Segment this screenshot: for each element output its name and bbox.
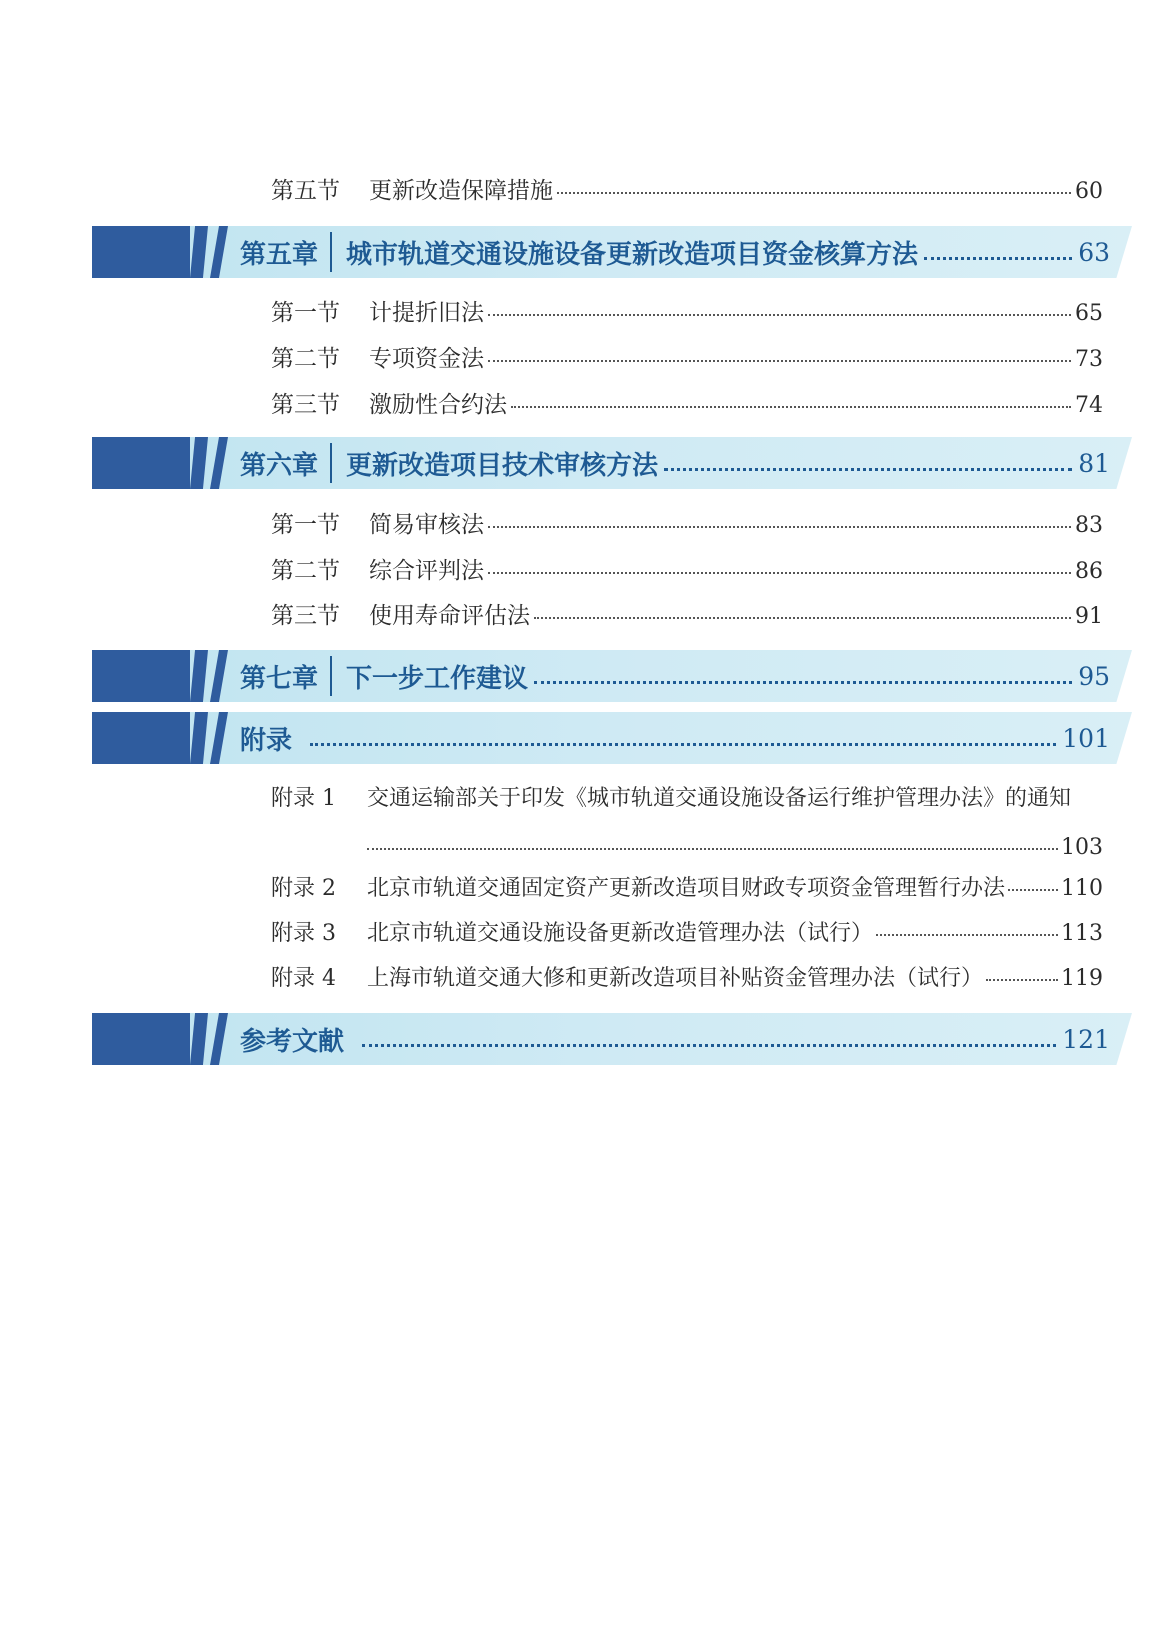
toc-entry-section[interactable] [271, 180, 1103, 203]
chapter-divider [330, 443, 332, 483]
entry-label: 第二节 [271, 558, 340, 584]
toc-chapter-5[interactable] [92, 226, 1132, 278]
dot-leader [664, 468, 1072, 471]
entry-page: 119 [1061, 966, 1103, 991]
entry-title: 简易审核法 [369, 512, 484, 538]
toc-references[interactable] [92, 1013, 1132, 1065]
entry-title: 更新改造保障措施 [369, 178, 553, 204]
chapter-label: 第七章 [240, 663, 319, 694]
chapter-band-block [92, 650, 190, 702]
entry-page: 91 [1075, 604, 1103, 629]
entry-label: 第三节 [271, 603, 340, 629]
dot-leader [488, 526, 1071, 528]
entry-title: 综合评判法 [369, 558, 484, 584]
chapter-title: 更新改造项目技术审核方法 [346, 450, 659, 481]
toc-chapter-6[interactable] [92, 437, 1132, 489]
chapter-label: 附录 [240, 725, 293, 756]
entry-title: 交通运输部关于印发《城市轨道交通设施设备运行维护管理办法》的通知 [367, 786, 1072, 811]
dot-leader [534, 617, 1071, 619]
entry-label: 第二节 [271, 346, 340, 372]
toc-entry-section[interactable] [271, 394, 1103, 417]
chapter-label: 参考文献 [240, 1026, 345, 1057]
entry-page: 110 [1061, 876, 1103, 901]
toc-entry-section[interactable] [271, 302, 1103, 325]
entry-label: 第五节 [271, 178, 340, 204]
entry-page: 73 [1075, 347, 1103, 372]
chapter-band-block [92, 437, 190, 489]
dot-leader [876, 934, 1058, 936]
chapter-band-block [92, 712, 190, 764]
entry-label: 第一节 [271, 300, 340, 326]
chapter-label: 第五章 [240, 239, 319, 270]
chapter-divider [330, 232, 332, 272]
entry-title: 北京市轨道交通固定资产更新改造项目财政专项资金管理暂行办法 [367, 876, 1006, 901]
dot-leader [310, 743, 1056, 746]
chapter-divider [330, 656, 332, 696]
entry-label: 附录 4 [271, 966, 336, 991]
toc-entry-section[interactable] [271, 605, 1103, 628]
entry-page: 60 [1075, 179, 1103, 204]
entry-label: 附录 1 [271, 786, 336, 811]
toc-entry-section[interactable] [271, 560, 1103, 583]
chapter-page: 101 [1062, 723, 1110, 753]
toc-entry-section[interactable] [271, 348, 1103, 371]
dot-leader [1008, 889, 1058, 891]
dot-leader [511, 406, 1071, 408]
chapter-page: 81 [1078, 448, 1110, 478]
entry-title: 使用寿命评估法 [369, 603, 530, 629]
toc-appendix[interactable] [92, 712, 1132, 764]
dot-leader [367, 848, 1058, 850]
chapter-band-block [92, 1013, 190, 1065]
dot-leader [557, 192, 1071, 194]
entry-title: 计提折旧法 [369, 300, 484, 326]
entry-title: 专项资金法 [369, 346, 484, 372]
chapter-title: 下一步工作建议 [346, 663, 529, 694]
chapter-label: 第六章 [240, 450, 319, 481]
entry-page: 103 [1061, 835, 1103, 860]
entry-page: 113 [1061, 921, 1103, 946]
toc-entry-section[interactable] [271, 514, 1103, 537]
toc-chapter-7[interactable] [92, 650, 1132, 702]
entry-label: 第一节 [271, 512, 340, 538]
entry-label: 附录 2 [271, 876, 336, 901]
entry-page: 65 [1075, 301, 1103, 326]
entry-label: 第三节 [271, 392, 340, 418]
entry-title: 北京市轨道交通设施设备更新改造管理办法（试行） [367, 921, 874, 946]
entry-page: 86 [1075, 559, 1103, 584]
dot-leader [924, 257, 1072, 260]
dot-leader [488, 360, 1071, 362]
chapter-title: 城市轨道交通设施设备更新改造项目资金核算方法 [346, 239, 919, 270]
chapter-page: 95 [1078, 661, 1110, 691]
dot-leader [488, 572, 1071, 574]
toc-entry-appendix[interactable] [271, 923, 1103, 945]
toc-entry-appendix[interactable] [271, 878, 1103, 900]
chapter-band-block [92, 226, 190, 278]
toc-entry-appendix[interactable] [271, 968, 1103, 990]
dot-leader [986, 979, 1058, 981]
chapter-page: 121 [1062, 1024, 1110, 1054]
chapter-page: 63 [1078, 237, 1110, 267]
entry-page: 83 [1075, 513, 1103, 538]
toc-entry-appendix-continuation[interactable] [367, 837, 1103, 859]
entry-page: 74 [1075, 393, 1103, 418]
dot-leader [488, 314, 1071, 316]
entry-title: 激励性合约法 [369, 392, 507, 418]
toc-entry-appendix[interactable] [271, 788, 1103, 810]
entry-title: 上海市轨道交通大修和更新改造项目补贴资金管理办法（试行） [367, 966, 984, 991]
entry-label: 附录 3 [271, 921, 336, 946]
dot-leader [362, 1044, 1056, 1047]
dot-leader [534, 681, 1072, 684]
